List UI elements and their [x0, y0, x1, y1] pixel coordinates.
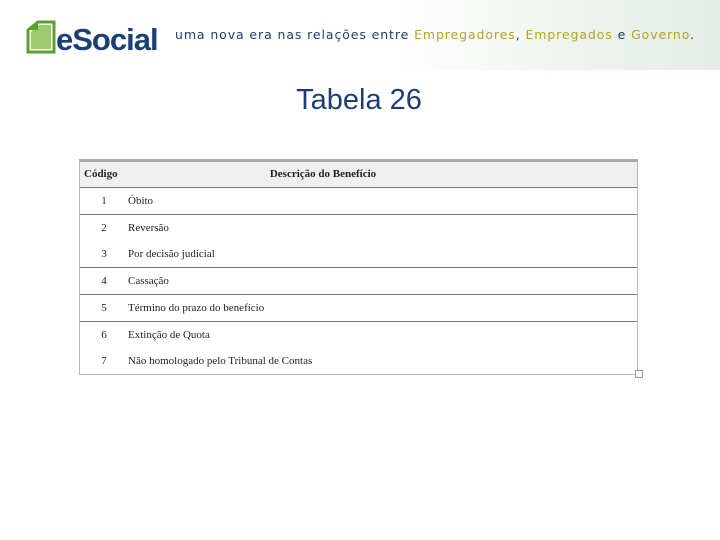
row-code: 5	[80, 294, 124, 321]
benefit-table	[80, 162, 637, 374]
tagline: uma nova era nas relações entre Empregadores, Empregados e Governo.	[175, 27, 695, 42]
table-row	[80, 214, 637, 241]
benefit-table-container	[79, 159, 638, 375]
row-code: 6	[101, 328, 107, 341]
table-row	[80, 187, 637, 214]
row-code: 1	[80, 187, 124, 214]
row-code: 2	[101, 221, 107, 234]
row-description: Não homologado pelo Tribunal de Contas	[128, 354, 313, 367]
row-description: Término do prazo do benefício	[124, 294, 637, 321]
header-banner	[0, 0, 720, 70]
row-code: 3	[80, 241, 124, 268]
table-row	[80, 294, 637, 321]
row-code: 4	[80, 267, 124, 294]
row-code: 7	[101, 354, 107, 367]
row-description: Óbito	[124, 187, 637, 214]
table-row	[80, 348, 637, 374]
resize-handle[interactable]	[635, 370, 643, 378]
table-row	[80, 267, 637, 294]
row-description: Reversão	[128, 221, 169, 234]
logo-text: eSocial	[56, 22, 158, 57]
row-description: Extinção de Quota	[128, 328, 210, 341]
row-description: Por decisão judicial	[124, 241, 637, 268]
page-title: Tabela 26	[296, 84, 422, 116]
header-codigo: Código	[80, 162, 124, 187]
esocial-logo	[26, 20, 160, 60]
table-row	[80, 321, 637, 348]
table-header-row	[80, 162, 637, 187]
table-row	[80, 241, 637, 268]
document-icon	[26, 20, 56, 54]
row-description: Cassação	[124, 267, 637, 294]
header-descricao: Descrição do Benefício	[124, 162, 637, 187]
